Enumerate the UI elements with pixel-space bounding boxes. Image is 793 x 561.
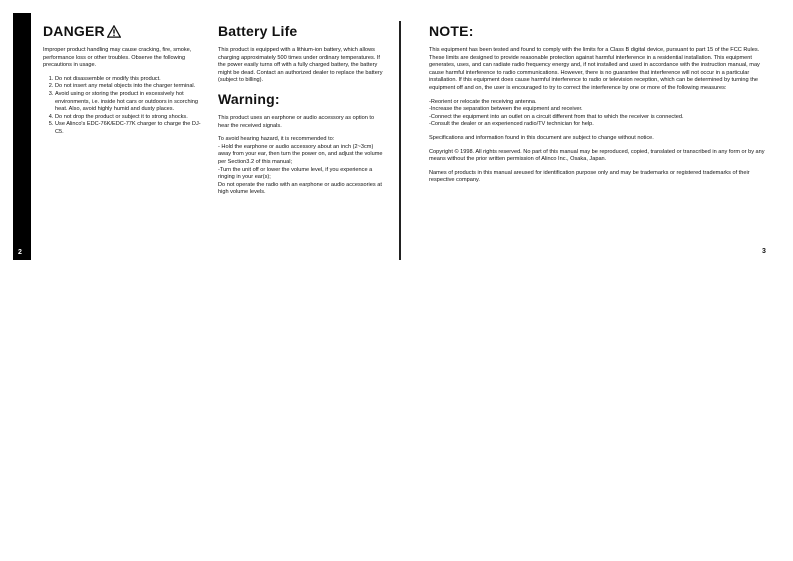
measure-item: -Reorient or relocate the receiving antenna. xyxy=(429,98,537,105)
battery-warning-column xyxy=(218,23,383,197)
danger-intro: Improper product handling may cause cracking, fire, smoke, performance loss or other troubles. Observe the following precautions in usage. xyxy=(43,47,192,69)
warning-triangle-icon xyxy=(107,25,121,38)
danger-heading xyxy=(43,23,208,39)
note-title: NOTE: xyxy=(429,23,474,39)
warning-item: -Turn the unit off or lower the volume level, if you experience a ringing in your ear(s); xyxy=(218,166,373,181)
right-page-number: 3 xyxy=(762,248,766,255)
note-paragraph: This equipment has been tested and found to comply with the limits for a Class B digital device, pursuant to part 15 of the FCC Rules. These limits are designed to provide reasonable protection against harmful interference in a residential installation. This equipment generates, uses, and can radiate radio frequency energy and, if not installed and used in accordance with the instruction manual, may cause harmful interference to radio communications. However, there is no guarantee that interference will not occur in a particular installation. If this equipment does cause harmful interference to radio or television reception, which can be determined by turning the equipment off and on, the user is encouraged to try to correct the interference by one or more of the following measures: xyxy=(429,47,760,91)
note-paragraph: Specifications and information found in this document are subject to change without notice. xyxy=(429,134,654,141)
danger-item: 2. Do not insert any metal objects into the charger terminal. xyxy=(55,83,208,91)
measures-list xyxy=(429,99,769,129)
measure-item: -Consult the dealer or an experienced radio/TV technician for help. xyxy=(429,121,594,128)
danger-title: DANGER xyxy=(43,23,105,39)
danger-item: 1. Do not disassemble or modify this product. xyxy=(55,76,208,84)
danger-item: 3. Avoid using or storing the product in excessively hot environments, i.e. inside hot cars or outdoors in scorching heat. Also, avoid highly humid and dusty places. xyxy=(55,91,208,114)
warning-title: Warning: xyxy=(218,90,280,107)
page-divider xyxy=(399,21,401,260)
warning-text: To avoid hearing hazard, it is recommended to: xyxy=(218,136,335,143)
warning-item: Do not operate the radio with an earphone or audio accessories at high volume levels. xyxy=(218,181,382,196)
measure-item: -Increase the separation between the equipment and receiver. xyxy=(429,106,583,113)
left-page-number: 2 xyxy=(18,249,22,256)
manual-spread xyxy=(13,13,784,260)
left-page-edge-bar xyxy=(13,13,31,260)
copyright-paragraph: Copyright © 1998. All rights reserved. No part of this manual may be reproduced, copied, translated or transcribed in any form or by any means without the prior written permission of Alinco Inc., Osaka, Japan. xyxy=(429,148,765,163)
trademark-paragraph: Names of products in this manual areused for identification purpose only and may be trademarks or registered trademarks of their respective company. xyxy=(429,169,750,184)
danger-item: 5. Use Alinco's EDC-76K/EDC-77K charger to charge the DJ-C5. xyxy=(55,121,208,136)
warning-text: This product uses an earphone or audio accessory as option to hear the received signals. xyxy=(218,114,375,129)
danger-item: 4. Do not drop the product or subject it to strong shocks. xyxy=(55,114,208,122)
danger-section xyxy=(43,23,208,137)
note-section xyxy=(429,23,769,191)
warning-item: - Hold the earphone or audio accessory about an inch (2~3cm) away from your ear, then turn the power on, and adjust the volume per Section3.2 of this manual; xyxy=(218,143,383,165)
battery-text: This product is equipped with a lithium-ion battery, which allows charging approximately 500 times under ordinary temperatures. If the power easily turns off with a fully charged battery, the battery might be dead. Contact an authorized dealer to replace the battery (subject to billing). xyxy=(218,47,383,84)
danger-list xyxy=(43,76,208,137)
battery-title: Battery Life xyxy=(218,23,298,39)
measure-item: -Connect the equipment into an outlet on a circuit different from that to which the receiver is connected. xyxy=(429,113,684,120)
